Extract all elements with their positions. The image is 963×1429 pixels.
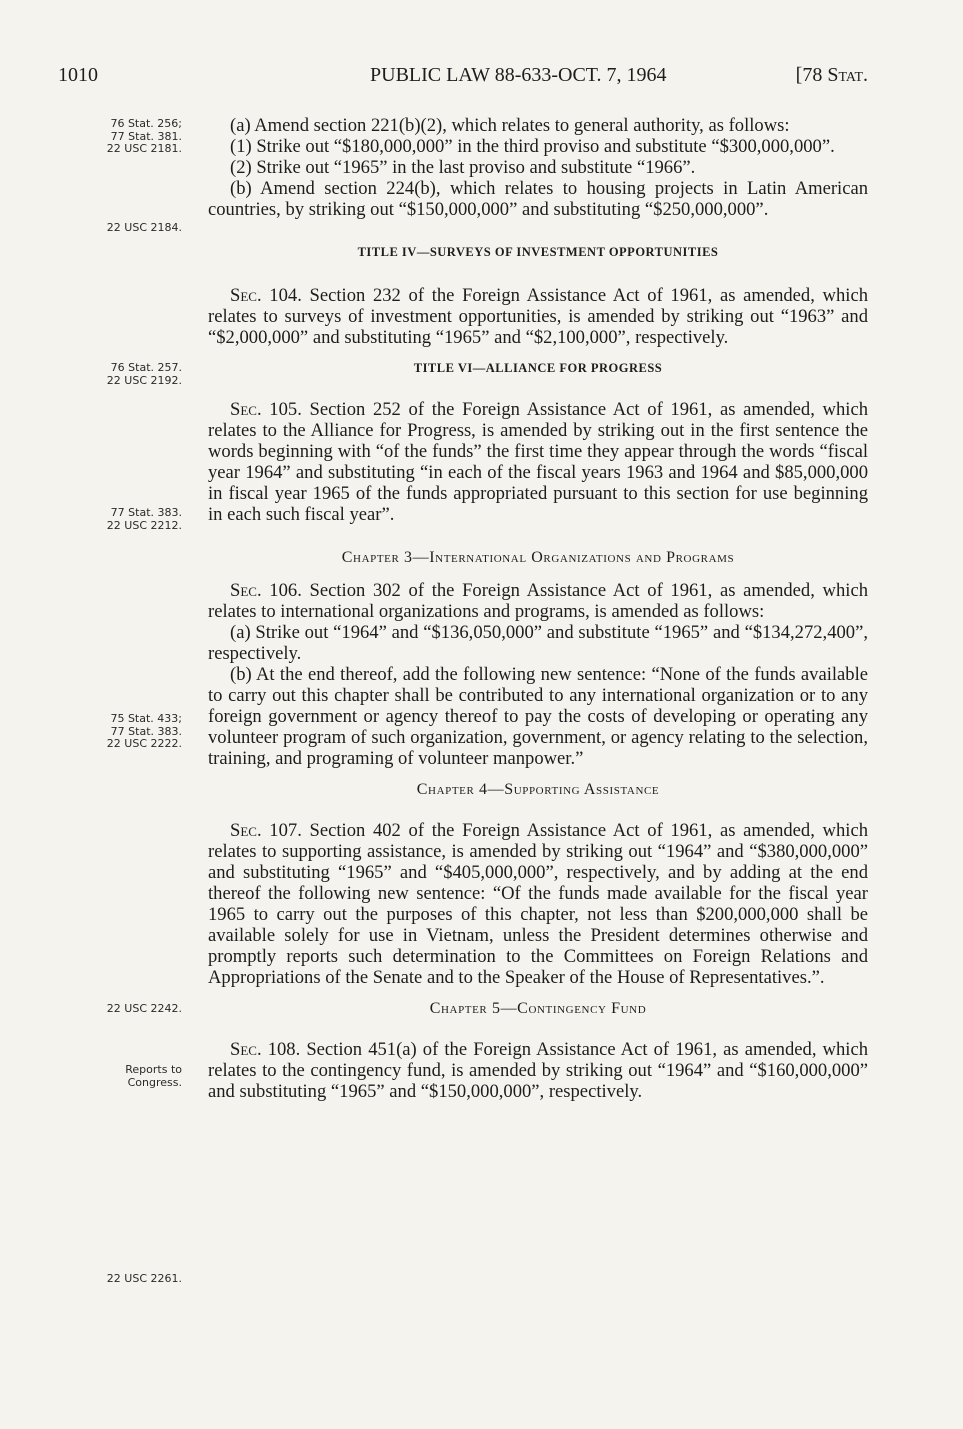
paragraph: (2) Strike out “1965” in the last proviso and substitute “1966”.: [230, 157, 696, 178]
section-107: [208, 820, 868, 988]
section-text: 107. Section 402 of the Foreign Assistance Act of 1961, as amended, which relates to supporting assistance, is amended by striking out “1964” and “$380,000,000” and substituting “1965” and “$405,000,000”, respectively, and by adding at the end thereof the following new sentence: “Of the funds made available for the fiscal year 1965 to carry out the purposes of this chapter, not less than $200,000,000 shall be available solely for use in Vietnam, unless the President determines otherwise and promptly reports such determination to the Committees on Foreign Relations and Appropriations of the Senate and to the Speaker of the House of Representatives.”.: [208, 820, 868, 988]
margin-note-line: 22 USC 2242.: [106, 1002, 182, 1015]
body-text: [208, 115, 868, 1102]
running-title: PUBLIC LAW 88-633-OCT. 7, 1964: [370, 64, 667, 86]
section-label: Sec.: [230, 285, 262, 306]
section-label: Sec.: [230, 820, 262, 841]
chapter-5-heading: Chapter 5—Contingency Fund: [429, 1000, 647, 1017]
margin-note-2: [52, 222, 182, 235]
margin-note-line: 22 USC 2212.: [106, 518, 182, 532]
margin-note-1: [52, 118, 182, 156]
margin-note-line: 76 Stat. 257.: [110, 361, 182, 374]
statute-reference: [78 Stat.: [795, 64, 868, 86]
section-label: Sec.: [230, 1039, 262, 1060]
section-104: [208, 285, 868, 348]
page-number: 1010: [58, 64, 98, 86]
margin-note-line: 77 Stat. 381.: [110, 129, 182, 143]
paragraph: (a) Amend section 221(b)(2), which relates to general authority, as follows:: [230, 115, 790, 136]
margin-note-line: 22 USC 2261.: [106, 1272, 182, 1285]
paragraph: (b) Amend section 224(b), which relates to housing projects in Latin American countries, by striking out “$150,000,000” and substituting “$250,000,000”.: [208, 178, 868, 220]
section-label: Sec.: [230, 399, 262, 420]
margin-note-line: 75 Stat. 433;: [110, 712, 182, 725]
page-header: [58, 64, 868, 94]
margin-note-6: [52, 1003, 182, 1016]
paragraph: (1) Strike out “$180,000,000” in the third proviso and substitute “$300,000,000”.: [230, 136, 835, 157]
section-text: 104. Section 232 of the Foreign Assistance Act of 1961, as amended, which relates to surveys of investment opportunities, is amended by striking out “1963” and “$2,000,000” and substituting “1965” and “$2,100,000”, respectively.: [208, 285, 868, 348]
chapter-3-heading: Chapter 3—International Organizations and Programs: [341, 549, 735, 566]
margin-note-8: [52, 1273, 182, 1286]
section-106: [208, 580, 868, 622]
title-vi-heading: TITLE VI—ALLIANCE FOR PROGRESS: [413, 361, 663, 375]
section-text: 105. Section 252 of the Foreign Assistance Act of 1961, as amended, which relates to the Alliance for Progress, is amended by striking out in the first sentence the words beginning with “of the funds” the first time they appear through the words “fiscal year 1964” and substituting “in each of the fiscal years 1963 and 1964 and $85,000,000 in fiscal year 1965 of the funds appropriated pursuant to this section for use beginning in each such fiscal year”.: [208, 399, 868, 525]
margin-note-line: 22 USC 2181.: [106, 142, 182, 155]
chapter-4-heading: Chapter 4—Supporting Assistance: [416, 781, 660, 798]
margin-note-line: Reports to: [125, 1063, 182, 1076]
section-label: Sec.: [230, 580, 262, 601]
margin-note-line: 22 USC 2192.: [106, 373, 182, 387]
title-iv-heading: TITLE IV—SURVEYS OF INVESTMENT OPPORTUNITIES: [357, 245, 719, 259]
section-105: [208, 399, 868, 525]
margin-note-line: 22 USC 2184.: [106, 221, 182, 234]
margin-note-line: 77 Stat. 383.: [110, 724, 182, 738]
paragraph: (b) At the end thereof, add the following new sentence: “None of the funds available to carry out this chapter shall be contributed to any international organization or to any foreign government or agency thereof to pay the costs of developing or operating any volunteer program of such organization, government, or agency relating to the selection, training, and programing of volunteer manpower.”: [208, 664, 868, 769]
margin-note-line: 76 Stat. 256;: [110, 117, 182, 130]
margin-note-line: 22 USC 2222.: [106, 737, 182, 750]
margin-note-7: [52, 1064, 182, 1089]
margin-note-line: Congress.: [127, 1075, 182, 1089]
margin-note-4: [52, 507, 182, 532]
margin-note-line: 77 Stat. 383.: [110, 506, 182, 519]
section-text: 106. Section 302 of the Foreign Assistance Act of 1961, as amended, which relates to international organizations and programs, is amended as follows:: [208, 580, 868, 622]
margin-note-5: [52, 713, 182, 751]
section-108: [208, 1039, 868, 1102]
paragraph: (a) Strike out “1964” and “$136,050,000” and substitute “1965” and “$134,272,400”, respectively.: [208, 622, 868, 664]
section-text: 108. Section 451(a) of the Foreign Assistance Act of 1961, as amended, which relates to the contingency fund, is amended by striking out “1964” and “$160,000,000” and substituting “1965” and “$150,000,000”, respectively.: [208, 1039, 868, 1102]
margin-note-3: [52, 362, 182, 387]
